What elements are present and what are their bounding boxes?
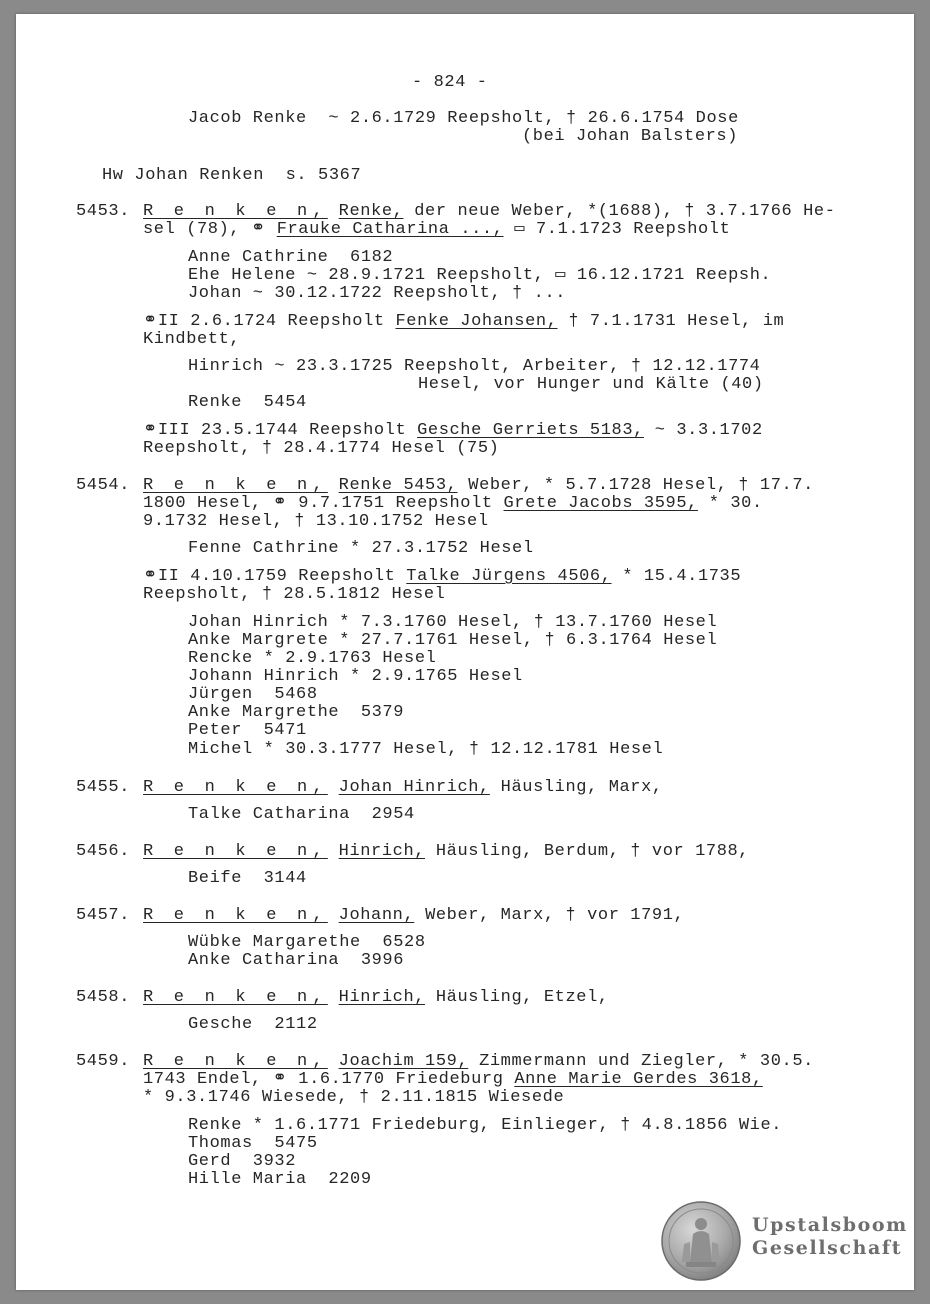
surname: R e n k e n, xyxy=(143,778,328,797)
given-name: Joachim 159, xyxy=(338,1052,469,1071)
given-name: Johann, xyxy=(338,906,415,925)
entry-number: 5455. xyxy=(76,778,131,797)
entry-text: Häusling, Berdum, † vor 1788, xyxy=(425,842,750,861)
logo-wordmark xyxy=(752,1214,908,1260)
spouse-name: Grete Jacobs 3595, xyxy=(503,494,698,513)
entry-text: ⚭II 4.10.1759 Reepsholt xyxy=(143,567,407,586)
child-line: Ehe Helene ~ 28.9.1721 Reepsholt, ▭ 16.12.1721 Reepsh. xyxy=(188,266,772,285)
surname: R e n k e n, xyxy=(143,202,328,221)
spouse-name: Talke Jürgens 4506, xyxy=(406,567,612,586)
entry-line: 9.1732 Hesel, † 13.10.1752 Hesel xyxy=(143,512,489,531)
seal-icon xyxy=(660,1200,742,1282)
entry-number: 5459. xyxy=(76,1052,131,1071)
child-line: Johann Hinrich * 2.9.1765 Hesel xyxy=(188,667,523,686)
entry-line xyxy=(143,495,763,513)
entry-text: ⚭III 23.5.1744 Reepsholt xyxy=(143,421,418,440)
child-line: Gesche 2112 xyxy=(188,1015,318,1034)
child-line: Gerd 3932 xyxy=(188,1152,297,1171)
entry-line xyxy=(143,907,684,925)
entry-line xyxy=(143,843,749,861)
entry-text: Häusling, Etzel, xyxy=(425,988,609,1007)
marriage-symbol: ⚭ xyxy=(251,220,266,239)
entry-number: 5453. xyxy=(76,202,131,221)
child-line: Talke Catharina 2954 xyxy=(188,805,415,824)
child-line: Rencke * 2.9.1763 Hesel xyxy=(188,649,437,668)
child-line: Michel * 30.3.1777 Hesel, † 12.12.1781 Hesel xyxy=(188,740,664,759)
entry-line xyxy=(143,1071,763,1089)
given-name: Renke, xyxy=(338,202,404,221)
header-line-1: Jacob Renke ~ 2.6.1729 Reepsholt, † 26.6.1754 Dose xyxy=(188,109,739,128)
child-line: Renke 5454 xyxy=(188,393,307,412)
entry-text: 1743 Endel, ⚭ 1.6.1770 Friedeburg xyxy=(143,1070,515,1089)
given-name: Hinrich, xyxy=(338,988,426,1007)
child-line: Jürgen 5468 xyxy=(188,685,318,704)
entry-text: ~ 3.3.1702 xyxy=(643,421,763,440)
entry-line xyxy=(143,779,663,797)
child-line: Peter 5471 xyxy=(188,721,307,740)
logo-line-2: Gesellschaft xyxy=(752,1237,903,1259)
logo-line-1: Upstalsboom xyxy=(752,1214,908,1236)
child-line: Beife 3144 xyxy=(188,869,307,888)
header-hw-line: Hw Johan Renken s. 5367 xyxy=(102,166,362,185)
surname: R e n k e n, xyxy=(143,988,328,1007)
entry-number: 5457. xyxy=(76,906,131,925)
entry-text: Weber, * 5.7.1728 Hesel, † 17.7. xyxy=(457,476,814,495)
surname: R e n k e n, xyxy=(143,906,328,925)
entry-text: der neue Weber, *(1688), † 3.7.1766 He- xyxy=(403,202,836,221)
spouse-name: Anne Marie Gerdes 3618, xyxy=(514,1070,763,1089)
marriage-line xyxy=(143,313,784,331)
entry-line: * 9.3.1746 Wiesede, † 2.11.1815 Wiesede xyxy=(143,1088,565,1107)
child-line: Hille Maria 2209 xyxy=(188,1170,372,1189)
child-line: Wübke Margarethe 6528 xyxy=(188,933,426,952)
header-line-2: (bei Johan Balsters) xyxy=(522,127,739,146)
entry-line xyxy=(143,989,609,1007)
surname: R e n k e n, xyxy=(143,476,328,495)
entry-text: ▭ 7.1.1723 Reepsholt xyxy=(503,220,731,239)
spouse-name: Gesche Gerriets 5183, xyxy=(417,421,644,440)
entry-text: * 15.4.1735 xyxy=(611,567,742,586)
child-line: Fenne Cathrine * 27.3.1752 Hesel xyxy=(188,539,534,558)
entry-text: sel (78), xyxy=(143,220,252,239)
marriage-line: Kindbett, xyxy=(143,330,241,349)
entry-line xyxy=(143,1053,814,1071)
entry-line xyxy=(143,221,730,239)
marriage-line: Reepsholt, † 28.5.1812 Hesel xyxy=(143,585,446,604)
marriage-line: Reepsholt, † 28.4.1774 Hesel (75) xyxy=(143,439,500,458)
given-name: Johan Hinrich, xyxy=(338,778,490,797)
child-line: Anne Cathrine 6182 xyxy=(188,248,394,267)
marriage-line xyxy=(143,568,741,586)
child-line: Anke Margrete * 27.7.1761 Hesel, † 6.3.1764 Hesel xyxy=(188,631,718,650)
page-number: - 824 - xyxy=(412,73,488,92)
entry-line xyxy=(143,477,814,495)
upstalsboom-logo xyxy=(660,1200,908,1284)
entry-number: 5454. xyxy=(76,476,131,495)
entry-text: Zimmermann und Ziegler, * 30.5. xyxy=(468,1052,814,1071)
child-line: Hesel, vor Hunger und Kälte (40) xyxy=(418,375,764,394)
given-name: Renke 5453, xyxy=(338,476,458,495)
entry-text: Häusling, Marx, xyxy=(489,778,663,797)
entry-text: * 30. xyxy=(697,494,763,513)
entry-number: 5456. xyxy=(76,842,131,861)
child-line: Renke * 1.6.1771 Friedeburg, Einlieger, † 4.8.1856 Wie. xyxy=(188,1116,783,1135)
surname: R e n k e n, xyxy=(143,842,328,861)
entry-text: 1800 Hesel, ⚭ 9.7.1751 Reepsholt xyxy=(143,494,504,513)
given-name: Hinrich, xyxy=(338,842,426,861)
child-line: Anke Catharina 3996 xyxy=(188,951,405,970)
child-line: Johan Hinrich * 7.3.1760 Hesel, † 13.7.1760 Hesel xyxy=(188,613,718,632)
entry-number: 5458. xyxy=(76,988,131,1007)
entry-line xyxy=(143,203,836,221)
child-line: Johan ~ 30.12.1722 Reepsholt, † ... xyxy=(188,284,567,303)
entry-text: Weber, Marx, † vor 1791, xyxy=(414,906,685,925)
entry-text: † 7.1.1731 Hesel, im xyxy=(557,312,785,331)
marriage-line xyxy=(143,422,763,440)
child-line: Hinrich ~ 23.3.1725 Reepsholt, Arbeiter, † 12.12.1774 xyxy=(188,357,761,376)
entry-text: ⚭II 2.6.1724 Reepsholt xyxy=(143,312,396,331)
child-line: Thomas 5475 xyxy=(188,1134,318,1153)
child-line: Anke Margrethe 5379 xyxy=(188,703,405,722)
spouse-name: Frauke Catharina ..., xyxy=(276,220,504,239)
document-page xyxy=(16,14,914,1290)
surname: R e n k e n, xyxy=(143,1052,328,1071)
spouse-name: Fenke Johansen, xyxy=(395,312,558,331)
